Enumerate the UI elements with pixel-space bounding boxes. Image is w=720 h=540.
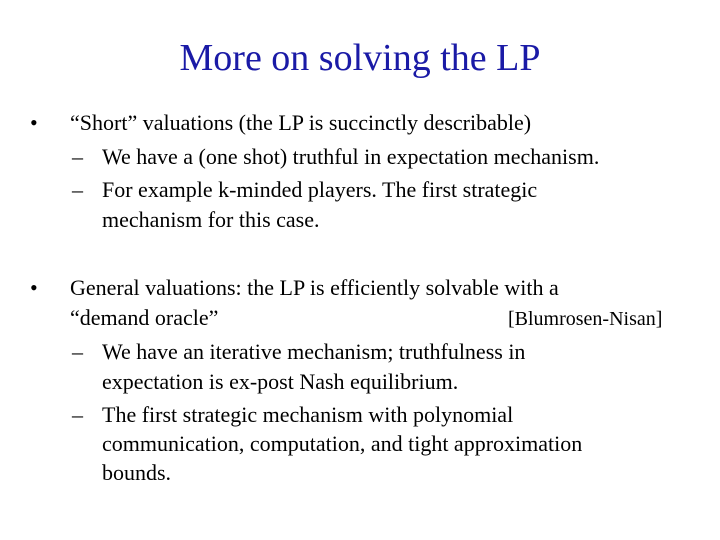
dash-marker: – [72, 144, 83, 169]
bullet-2-sub-1-line-2: expectation is ex-post Nash equilibrium. [102, 369, 459, 394]
bullet-2-sub-2-line-2: communication, computation, and tight approximation [102, 431, 583, 456]
bullet-2-line-1: General valuations: the LP is efficiently solvable with a [70, 275, 559, 300]
bullet-1-sub-1: We have a (one shot) truthful in expectation mechanism. [102, 144, 600, 169]
bullet-2-sub-2-line-3: bounds. [102, 460, 172, 485]
dash-marker: – [72, 402, 83, 427]
dash-marker: – [72, 339, 83, 364]
bullet-1-text: “Short” valuations (the LP is succinctly describable) [70, 110, 532, 135]
slide-title: More on solving the LP [179, 37, 541, 79]
bullet-2-sub-1-line-1: We have an iterative mechanism; truthfulness in [102, 339, 526, 364]
citation: [Blumrosen-Nisan] [508, 308, 663, 330]
bullet-2-line-2: “demand oracle” [70, 305, 219, 330]
bullet-marker: • [30, 110, 38, 135]
bullet-1-sub-2-line-1: For example k-minded players. The first strategic [102, 177, 538, 202]
bullet-1-sub-2-line-2: mechanism for this case. [102, 207, 320, 232]
bullet-2-sub-2-line-1: The first strategic mechanism with polynomial [102, 402, 514, 427]
dash-marker: – [72, 177, 83, 202]
bullet-marker: • [30, 275, 38, 300]
